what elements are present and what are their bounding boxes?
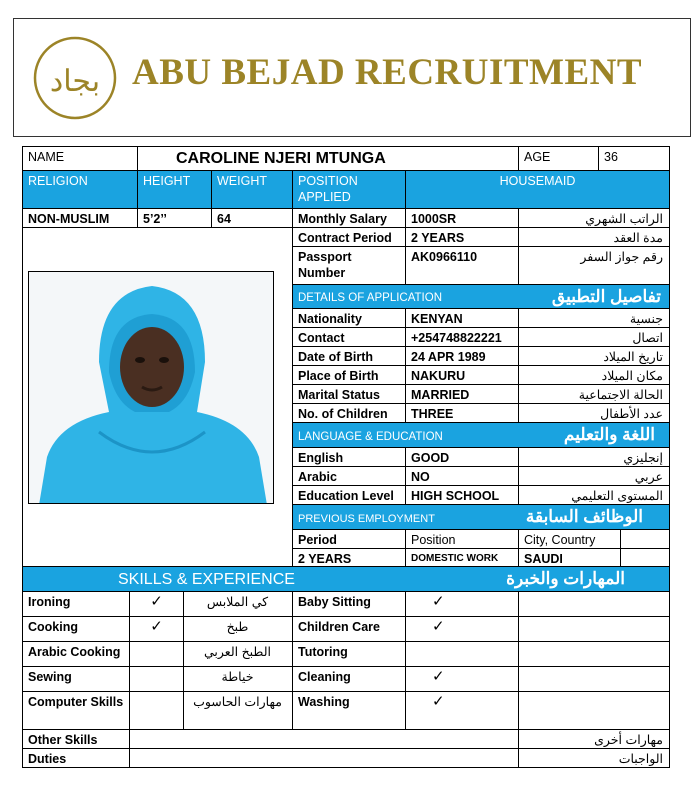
language-value: GOOD bbox=[405, 447, 519, 467]
skill-label: Computer Skills bbox=[22, 691, 130, 730]
detail-value: MARRIED bbox=[405, 384, 519, 404]
skill-label: Cleaning bbox=[292, 666, 406, 692]
name-label: NAME bbox=[22, 146, 138, 171]
skill-check bbox=[405, 641, 519, 667]
detail-label: Contact bbox=[292, 327, 406, 347]
skill-label: Sewing bbox=[22, 666, 130, 692]
age-label: AGE bbox=[518, 146, 599, 171]
duties-arabic: الواجبات bbox=[518, 748, 670, 768]
employment-country: SAUDI bbox=[518, 548, 621, 567]
language-title-ar: اللغة والتعليم bbox=[563, 425, 655, 444]
detail-label: No. of Children bbox=[292, 403, 406, 423]
position-label: POSITION APPLIED bbox=[292, 170, 406, 209]
checkmark-icon: ✓ bbox=[432, 618, 445, 635]
religion-label: RELIGION bbox=[22, 170, 138, 209]
skill-label: Washing bbox=[292, 691, 406, 730]
detail-label: Marital Status bbox=[292, 384, 406, 404]
weight-label: WEIGHT bbox=[211, 170, 293, 209]
employment-blank-cell bbox=[620, 548, 670, 567]
employment-blank-cell bbox=[620, 529, 670, 549]
contract-value: 2 YEARS bbox=[405, 227, 519, 247]
checkmark-icon: ✓ bbox=[432, 593, 445, 610]
skill-arabic: طبخ bbox=[183, 616, 293, 642]
duties-value bbox=[129, 748, 519, 768]
company-header bbox=[13, 18, 691, 137]
language-value: NO bbox=[405, 466, 519, 486]
contract-label: Contract Period bbox=[292, 227, 406, 247]
detail-label: Date of Birth bbox=[292, 346, 406, 366]
religion-value: NON-MUSLIM bbox=[22, 208, 138, 228]
skill-blank-cell bbox=[518, 691, 670, 730]
company-logo-icon bbox=[32, 35, 118, 121]
contract-arabic: مدة العقد bbox=[518, 227, 670, 247]
employment-title: PREVIOUS EMPLOYMENT bbox=[298, 513, 435, 525]
skill-blank-cell bbox=[518, 666, 670, 692]
duties-label: Duties bbox=[22, 748, 130, 768]
svg-text:بجاد: بجاد bbox=[49, 64, 101, 99]
contract-arabic: رقم جواز السفر bbox=[518, 246, 670, 285]
weight-value: 64 bbox=[211, 208, 293, 228]
detail-value: +254748822221 bbox=[405, 327, 519, 347]
skill-arabic: الطبخ العربي bbox=[183, 641, 293, 667]
checkmark-icon: ✓ bbox=[432, 668, 445, 685]
details-band bbox=[292, 284, 670, 309]
language-arabic: إنجليزي bbox=[518, 447, 670, 467]
detail-label: Place of Birth bbox=[292, 365, 406, 385]
skill-label: Tutoring bbox=[292, 641, 406, 667]
skills-title: SKILLS & EXPERIENCE bbox=[118, 571, 295, 588]
employment-header-position: Position bbox=[405, 529, 519, 549]
skills-band bbox=[22, 566, 670, 592]
contract-value: 1000SR bbox=[405, 208, 519, 228]
employment-position: DOMESTIC WORK bbox=[405, 548, 519, 567]
checkmark-icon: ✓ bbox=[150, 618, 163, 635]
other-skills-arabic: مهارات أخرى bbox=[518, 729, 670, 749]
checkmark-icon: ✓ bbox=[150, 593, 163, 610]
age-value: 36 bbox=[598, 146, 670, 171]
skill-label: Children Care bbox=[292, 616, 406, 642]
detail-value: 24 APR 1989 bbox=[405, 346, 519, 366]
detail-arabic: تاريخ الميلاد bbox=[518, 346, 670, 366]
language-title: LANGUAGE & EDUCATION bbox=[298, 431, 443, 443]
skill-arabic: مهارات الحاسوب bbox=[183, 691, 293, 730]
contract-value: AK0966110 bbox=[405, 246, 519, 285]
detail-arabic: عدد الأطفال bbox=[518, 403, 670, 423]
employment-title-ar: الوظائف السابقة bbox=[525, 507, 643, 526]
company-name: ABU BEJAD RECRUITMENT bbox=[132, 52, 643, 93]
detail-arabic: جنسية bbox=[518, 308, 670, 328]
skill-label: Baby Sitting bbox=[292, 591, 406, 617]
other-skills-value bbox=[129, 729, 519, 749]
language-value: HIGH SCHOOL bbox=[405, 485, 519, 505]
details-title: DETAILS OF APPLICATION bbox=[298, 292, 442, 304]
checkmark-icon: ✓ bbox=[432, 693, 445, 710]
skill-arabic: خياطة bbox=[183, 666, 293, 692]
detail-value: KENYAN bbox=[405, 308, 519, 328]
skill-check bbox=[129, 616, 184, 642]
employment-header-country: City, Country bbox=[518, 529, 621, 549]
detail-arabic: اتصال bbox=[518, 327, 670, 347]
detail-value: THREE bbox=[405, 403, 519, 423]
skill-arabic: كي الملابس bbox=[183, 591, 293, 617]
position-value: HOUSEMAID bbox=[405, 170, 670, 209]
candidate-portrait-icon bbox=[29, 272, 274, 504]
candidate-photo bbox=[28, 271, 274, 504]
skill-check bbox=[405, 616, 519, 642]
contract-arabic: الراتب الشهري bbox=[518, 208, 670, 228]
employment-band bbox=[292, 504, 670, 530]
skill-check bbox=[405, 666, 519, 692]
height-value: 5’2’’ bbox=[137, 208, 212, 228]
height-label: HEIGHT bbox=[137, 170, 212, 209]
contract-label: Monthly Salary bbox=[292, 208, 406, 228]
language-arabic: المستوى التعليمي bbox=[518, 485, 670, 505]
language-band bbox=[292, 422, 670, 448]
language-label: Arabic bbox=[292, 466, 406, 486]
skill-blank-cell bbox=[518, 616, 670, 642]
details-title-ar: تفاصيل التطبيق bbox=[551, 287, 661, 306]
skill-blank-cell bbox=[518, 641, 670, 667]
other-skills-label: Other Skills bbox=[22, 729, 130, 749]
skill-check bbox=[129, 691, 184, 730]
detail-value: NAKURU bbox=[405, 365, 519, 385]
candidate-name: CAROLINE NJERI MTUNGA bbox=[137, 146, 519, 171]
language-arabic: عربي bbox=[518, 466, 670, 486]
contract-label: Passport Number bbox=[292, 246, 406, 285]
language-label: English bbox=[292, 447, 406, 467]
skill-check bbox=[129, 591, 184, 617]
skill-label: Cooking bbox=[22, 616, 130, 642]
skill-check bbox=[129, 641, 184, 667]
language-label: Education Level bbox=[292, 485, 406, 505]
detail-label: Nationality bbox=[292, 308, 406, 328]
skill-label: Ironing bbox=[22, 591, 130, 617]
employment-period: 2 YEARS bbox=[292, 548, 406, 567]
employment-header-period: Period bbox=[292, 529, 406, 549]
detail-arabic: الحالة الاجتماعية bbox=[518, 384, 670, 404]
skill-blank-cell bbox=[518, 591, 670, 617]
skill-label: Arabic Cooking bbox=[22, 641, 130, 667]
skill-check bbox=[129, 666, 184, 692]
skills-title-ar: المهارات والخبرة bbox=[506, 569, 625, 588]
skill-check bbox=[405, 591, 519, 617]
detail-arabic: مكان الميلاد bbox=[518, 365, 670, 385]
skill-check bbox=[405, 691, 519, 730]
